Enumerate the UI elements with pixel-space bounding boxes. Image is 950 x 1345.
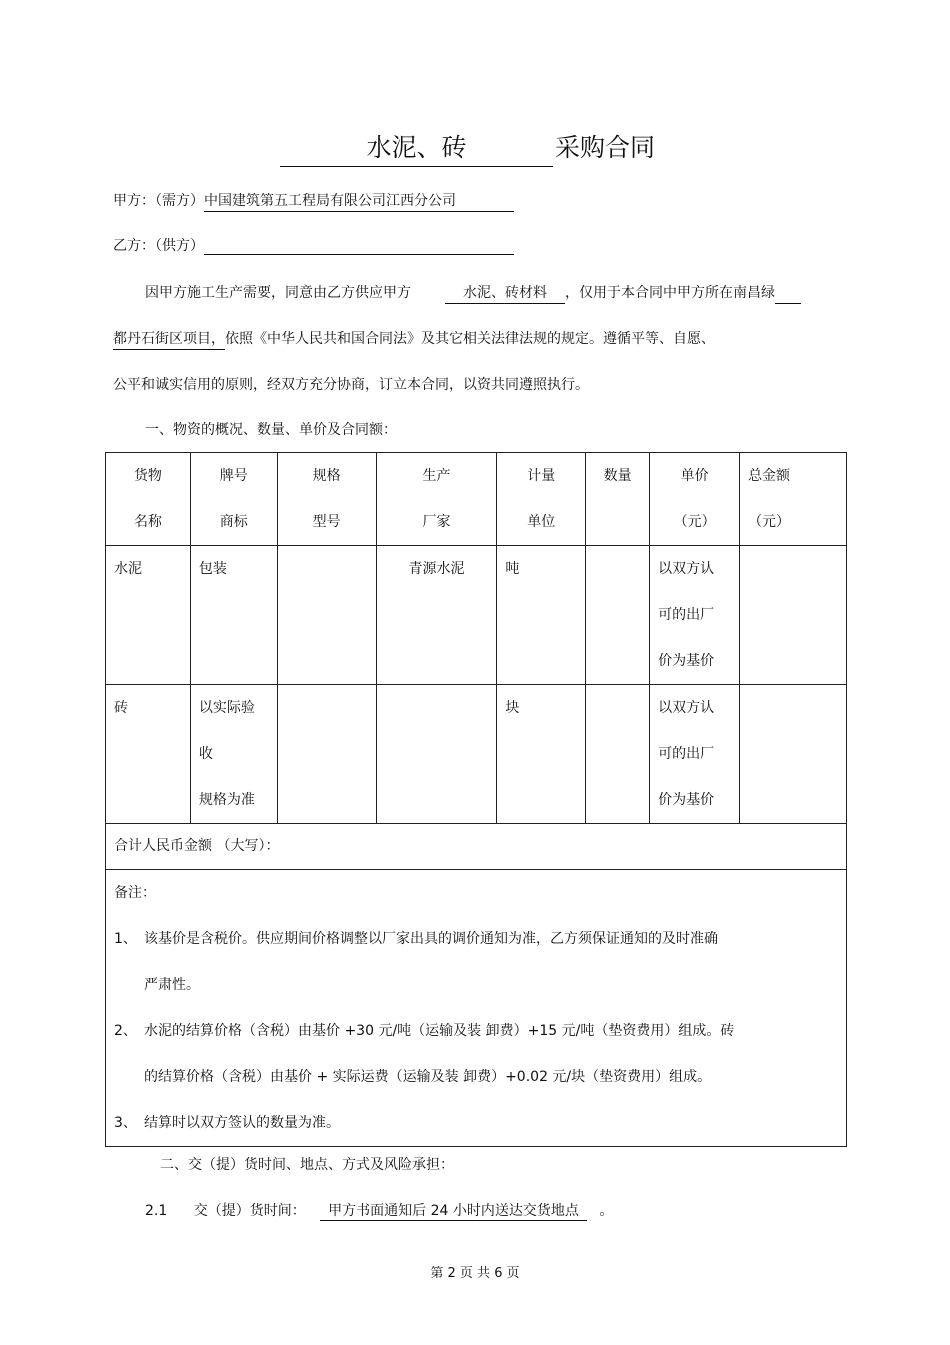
- cell-name: 水泥: [106, 546, 191, 685]
- party-a-value: 中国建筑第五工程局有限公司江西分公司: [204, 190, 514, 212]
- cell-price: 以双方认 可的出厂 价为基价: [650, 546, 740, 685]
- header-cell: 单价 （元）: [650, 453, 740, 546]
- header-cell: 牌号 商标: [190, 453, 277, 546]
- table-notes-row: [106, 870, 847, 1147]
- header-cell: 数量: [586, 453, 650, 546]
- cell-name: 砖: [106, 685, 191, 824]
- cell-maker: 青源水泥: [376, 546, 497, 685]
- header-cell: 总金额 （元）: [740, 453, 847, 546]
- cell-total: [740, 546, 847, 685]
- cell-brand: 以实际验收 规格为准: [190, 685, 277, 824]
- title-underlined: 水泥、砖: [280, 128, 553, 167]
- cell-qty: [586, 546, 650, 685]
- cell-qty: [586, 685, 650, 824]
- clause-value: 甲方书面通知后 24 小时内送达交货地点: [320, 1200, 587, 1221]
- contract-title: [280, 128, 700, 167]
- cell-brand: 包装: [190, 546, 277, 685]
- party-a-label: 甲方：（需方）: [113, 193, 204, 209]
- intro-project: 都丹石街区项目，: [113, 328, 225, 350]
- cell-spec: [277, 546, 376, 685]
- note-item: 3、 结算时以双方签认的数量为准。: [114, 1115, 340, 1131]
- header-cell: 生产 厂家: [376, 453, 497, 546]
- section-2-heading: 二、交（提）货时间、地点、方式及风险承担：: [160, 1157, 454, 1173]
- table-row: [106, 685, 847, 824]
- party-b-label: 乙方：（供方）: [113, 238, 204, 254]
- header-cell: 计量 单位: [497, 453, 586, 546]
- cell-unit: 块: [497, 685, 586, 824]
- clause-num: 2.1: [145, 1203, 168, 1219]
- intro-line1-post: ，仅用于本合同中甲方所在南昌绿: [565, 285, 775, 301]
- party-a-line: [113, 190, 514, 212]
- sum-label: 合计人民币金额 （大写）：: [106, 824, 847, 870]
- note-item: 1、 该基价是含税价。供应期间价格调整以厂家出具的调价通知为准，乙方须保证通知的及时准确 严肃性。: [114, 931, 718, 993]
- table-sum-row: [106, 824, 847, 870]
- cell-maker: [376, 685, 497, 824]
- intro-line-1: [145, 282, 801, 304]
- party-b-value: [204, 236, 514, 255]
- cell-total: [740, 685, 847, 824]
- cell-unit: 吨: [497, 546, 586, 685]
- cell-spec: [277, 685, 376, 824]
- table-row: [106, 546, 847, 685]
- goods-table: [105, 452, 847, 1147]
- section-1-heading: 一、物资的概况、数量、单价及合同额：: [145, 422, 397, 438]
- note-item: 2、 水泥的结算价格（含税）由基价 +30 元/吨（运输及装 卸费）+15 元/吨（垫资费用）组成。砖 的结算价格（含税）由基价 + 实际运费（运输及装 卸费）+0.02 元/块（垫资费用）组成。: [114, 1023, 735, 1085]
- cell-price: 以双方认 可的出厂 价为基价: [650, 685, 740, 824]
- clause-end: 。: [599, 1203, 614, 1219]
- table-header-row: [106, 453, 847, 546]
- clause-label: 交（提）货时间：: [193, 1203, 306, 1219]
- intro-line2-post: 依照《中华人民共和国合同法》及其它相关法律法规的规定。遵循平等、自愿、: [225, 331, 715, 347]
- notes-cell: [106, 870, 847, 1147]
- intro-material: 水泥、砖材料: [445, 282, 565, 304]
- intro-underline-tail: [775, 285, 801, 304]
- party-b-line: [113, 235, 514, 255]
- header-cell: 规格 型号: [277, 453, 376, 546]
- intro-line-3: 公平和诚实信用的原则，经双方充分协商，订立本合同，以资共同遵照执行。: [113, 377, 589, 393]
- notes-label: 备注：: [114, 885, 156, 901]
- intro-line1-pre: 因甲方施工生产需要，同意由乙方供应甲方: [145, 285, 411, 301]
- title-rest: 采购合同: [555, 133, 656, 162]
- clause-2-1: [145, 1200, 613, 1221]
- header-cell: 货物 名称: [106, 453, 191, 546]
- page-footer: 第 2 页 共 6 页: [430, 1266, 520, 1281]
- intro-line-2: [113, 328, 715, 350]
